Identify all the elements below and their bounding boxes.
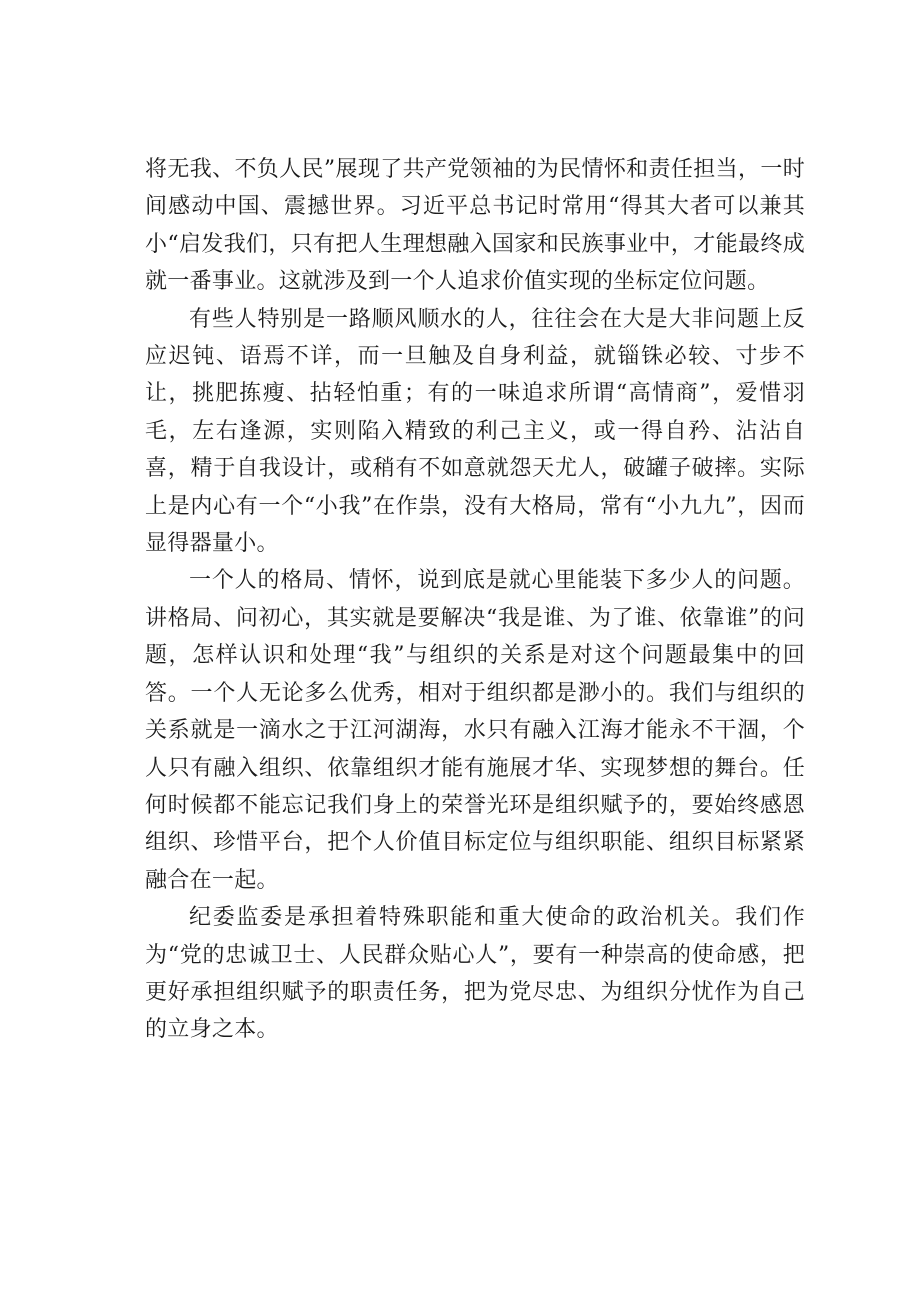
document-body: [145, 151, 805, 1049]
paragraph-3: 一个人的格局、情怀，说到底是就心里能装下多少人的问题。讲格局、问初心，其实就是要解决“我是谁、为了谁、依靠谁”的问题，怎样认识和处理“我”与组织的关系是对这个问题最集中的回答。一个人无论多么优秀，相对于组织都是渺小的。我们与组织的关系就是一滴水之于江河湖海，水只有融入江海才能永不干涸，个人只有融入组织、依靠组织才能有施展才华、实现梦想的舞台。任何时候都不能忘记我们身上的荣誉光环是组织赋予的，要始终感恩组织、珍惜平台，把个人价值目标定位与组织职能、组织目标紧紧融合在一起。: [145, 568, 805, 893]
paragraph-2: 有些人特别是一路顺风顺水的人，往往会在大是大非问题上反应迟钝、语焉不详，而一旦触及自身利益，就锱铢必较、寸步不让，挑肥拣瘦、拈轻怕重；有的一味追求所谓“高情商”，爱惜羽毛，左右逢源，实则陷入精致的利己主义，或一得自矜、沾沾自喜，精于自我设计，或稍有不如意就怨天尤人，破罐子破摔。实际上是内心有一个“小我”在作祟，没有大格局，常有“小九九”，因而显得器量小。: [145, 306, 805, 557]
paragraph-4: 纪委监委是承担着特殊职能和重大使命的政治机关。我们作为“党的忠诚卫士、人民群众贴心人”，要有一种崇高的使命感，把更好承担组织赋予的职责任务，把为党尽忠、为组织分忧作为自己的立身之本。: [145, 905, 805, 1043]
paragraph-1: 将无我、不负人民”展现了共产党领袖的为民情怀和责任担当，一时间感动中国、震撼世界。习近平总书记时常用“得其大者可以兼其小“启发我们，只有把人生理想融入国家和民族事业中，才能最终成就一番事业。这就涉及到一个人追求价值实现的坐标定位问题。: [145, 157, 805, 295]
